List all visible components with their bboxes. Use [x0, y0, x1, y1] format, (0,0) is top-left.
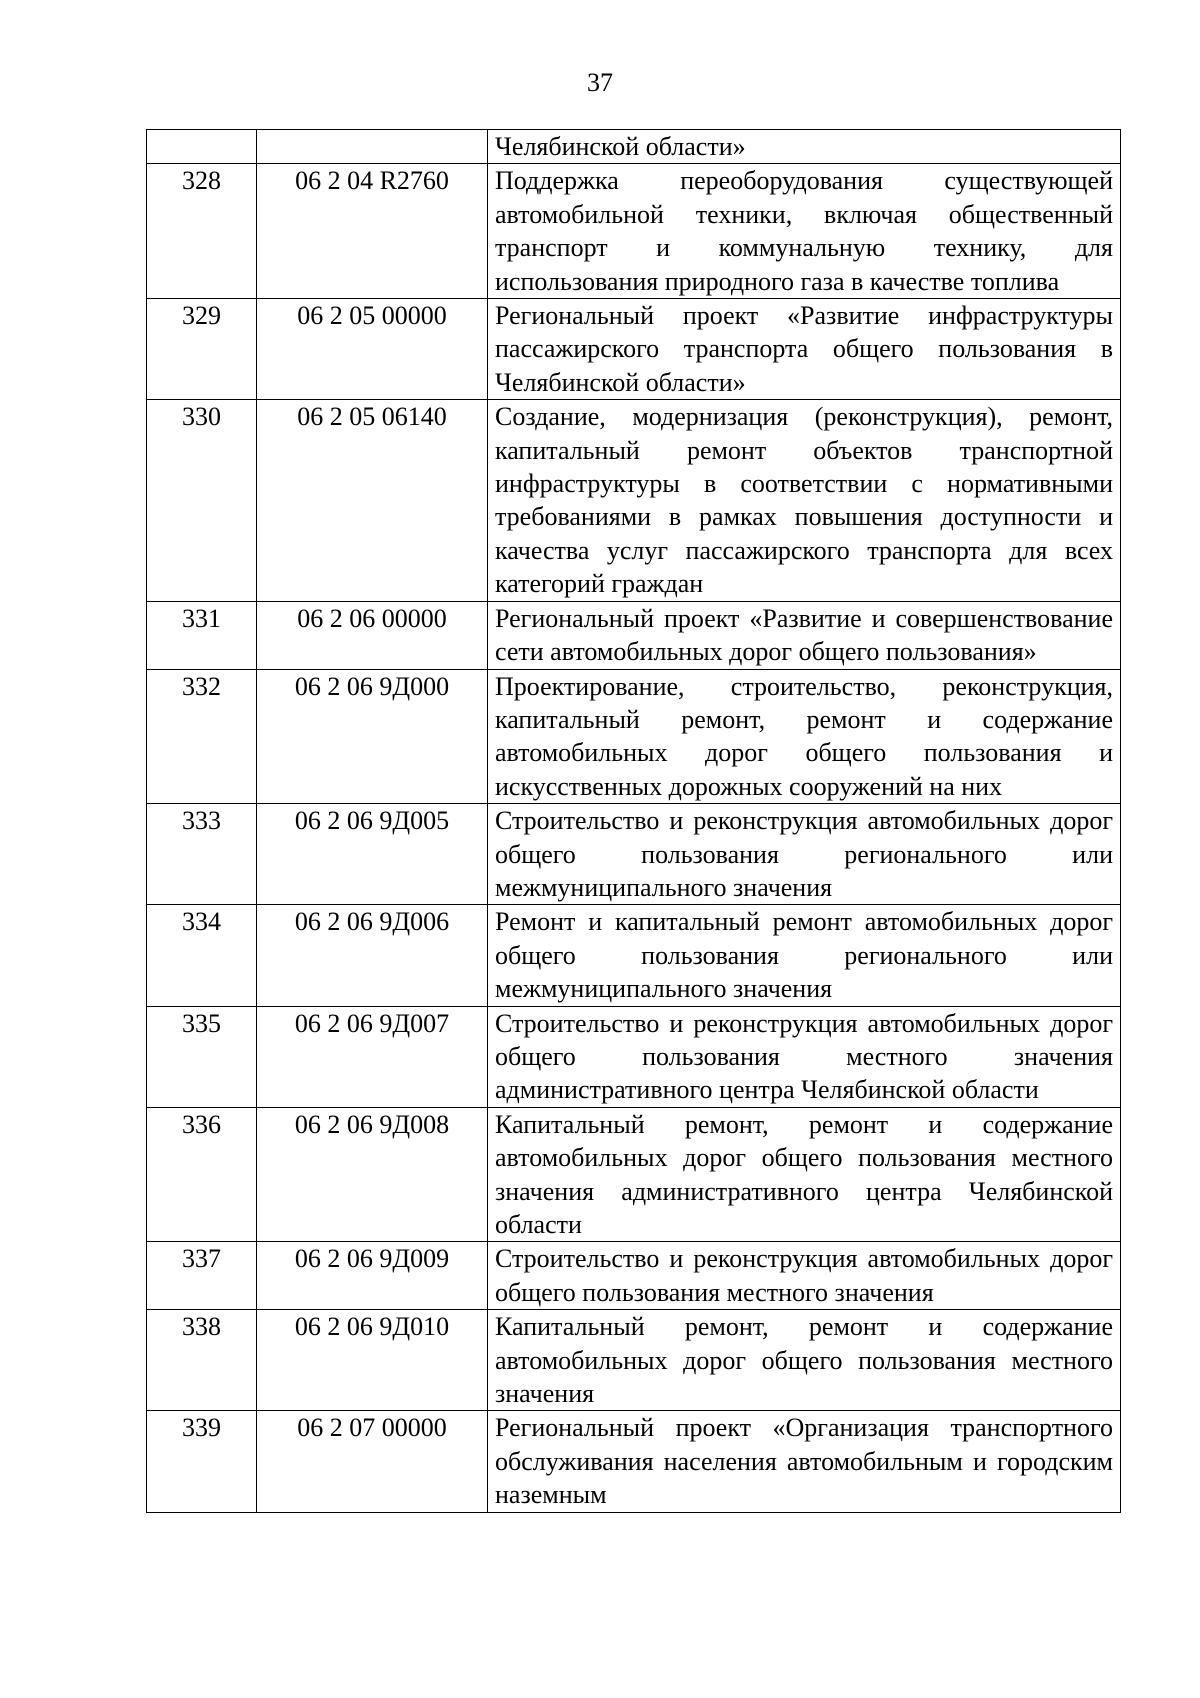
table-row [147, 1310, 1121, 1411]
target-code-cell: 06 2 04 R2760 [257, 164, 488, 299]
row-number-cell: 328 [147, 164, 257, 299]
row-number-cell: 333 [147, 804, 257, 905]
table-row [147, 1242, 1121, 1310]
table-body [147, 130, 1121, 1513]
description-cell: Челябинской области» [488, 130, 1121, 164]
table-row [147, 164, 1121, 299]
row-number-cell: 330 [147, 400, 257, 601]
budget-classification-table [146, 129, 1121, 1513]
row-number-cell [147, 130, 257, 164]
description-cell: Строительство и реконструкция автомобильных дорог общего пользования регионального или межмуниципального значения [488, 804, 1121, 905]
description-cell: Строительство и реконструкция автомобильных дорог общего пользования местного значения [488, 1242, 1121, 1310]
table-row [147, 804, 1121, 905]
target-code-cell: 06 2 06 9Д007 [257, 1006, 488, 1107]
description-cell: Строительство и реконструкция автомобильных дорог общего пользования местного значения административного центра Челябинской области [488, 1006, 1121, 1107]
target-code-cell: 06 2 06 9Д010 [257, 1310, 488, 1411]
row-number-cell: 338 [147, 1310, 257, 1411]
target-code-cell: 06 2 06 00000 [257, 601, 488, 669]
row-number-cell: 331 [147, 601, 257, 669]
row-number-cell: 339 [147, 1411, 257, 1512]
description-cell: Капитальный ремонт, ремонт и содержание автомобильных дорог общего пользования местного значения административного центра Челябинской области [488, 1107, 1121, 1242]
row-number-cell: 329 [147, 299, 257, 400]
description-cell: Проектирование, строительство, реконструкция, капитальный ремонт, ремонт и содержание автомобильных дорог общего пользования и искусственных дорожных сооружений на них [488, 669, 1121, 804]
table-row [147, 400, 1121, 601]
table-row [147, 130, 1121, 164]
page-number: 37 [587, 68, 613, 97]
table-row [147, 669, 1121, 804]
row-number-cell: 337 [147, 1242, 257, 1310]
description-cell: Региональный проект «Организация транспортного обслуживания населения автомобильным и городским наземным [488, 1411, 1121, 1512]
row-number-cell: 336 [147, 1107, 257, 1242]
target-code-cell: 06 2 06 9Д000 [257, 669, 488, 804]
target-code-cell: 06 2 06 9Д008 [257, 1107, 488, 1242]
table-row [147, 299, 1121, 400]
target-code-cell: 06 2 06 9Д009 [257, 1242, 488, 1310]
description-cell: Капитальный ремонт, ремонт и содержание автомобильных дорог общего пользования местного значения [488, 1310, 1121, 1411]
target-code-cell: 06 2 06 9Д005 [257, 804, 488, 905]
description-cell: Поддержка переоборудования существующей автомобильной техники, включая общественный транспорт и коммунальную технику, для использования природного газа в качестве топлива [488, 164, 1121, 299]
target-code-cell: 06 2 07 00000 [257, 1411, 488, 1512]
description-cell: Ремонт и капитальный ремонт автомобильных дорог общего пользования регионального или межмуниципального значения [488, 905, 1121, 1006]
description-cell: Создание, модернизация (реконструкция), ремонт, капитальный ремонт объектов транспортной инфраструктуры в соответствии с нормативными требованиями в рамках повышения доступности и качества услуг пассажирского транспорта для всех категорий граждан [488, 400, 1121, 601]
row-number-cell: 335 [147, 1006, 257, 1107]
table-row [147, 905, 1121, 1006]
row-number-cell: 334 [147, 905, 257, 1006]
table-row [147, 1107, 1121, 1242]
table-row [147, 601, 1121, 669]
description-cell: Региональный проект «Развитие и совершенствование сети автомобильных дорог общего пользования» [488, 601, 1121, 669]
row-number-cell: 332 [147, 669, 257, 804]
table-row [147, 1411, 1121, 1512]
table-row [147, 1006, 1121, 1107]
target-code-cell: 06 2 05 00000 [257, 299, 488, 400]
target-code-cell: 06 2 06 9Д006 [257, 905, 488, 1006]
target-code-cell [257, 130, 488, 164]
target-code-cell: 06 2 05 06140 [257, 400, 488, 601]
description-cell: Региональный проект «Развитие инфраструктуры пассажирского транспорта общего пользования в Челябинской области» [488, 299, 1121, 400]
